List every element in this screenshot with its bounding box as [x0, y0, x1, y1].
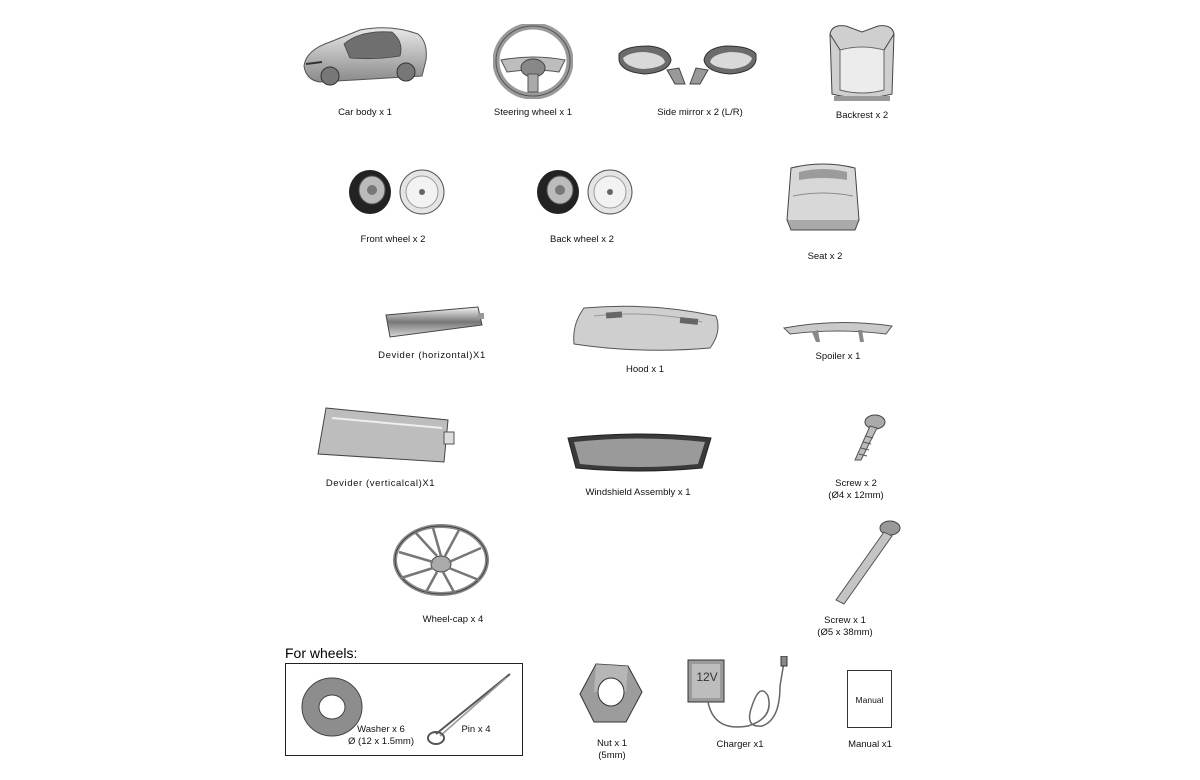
front-wheel-label: Front wheel x 2 — [360, 234, 426, 245]
for-wheels-title: For wheels: — [285, 645, 358, 661]
back-wheel-label: Back wheel x 2 — [550, 234, 614, 245]
divider-horizontal-icon — [382, 303, 488, 341]
front-wheel-icon — [348, 168, 446, 216]
wheel-cap-part — [393, 524, 490, 600]
long-screw-part — [830, 518, 902, 606]
side-mirror-label: Side mirror x 2 (L/R) — [657, 107, 743, 118]
back-wheel-icon — [536, 168, 634, 216]
windshield-part — [562, 430, 717, 474]
spoiler-label: Spoiler x 1 — [815, 351, 861, 362]
backrest-label: Backrest x 2 — [835, 110, 889, 121]
divider-vertical-label: Devider (verticalcal)X1 — [325, 478, 436, 489]
manual-cover-text: Manual — [855, 695, 884, 705]
divider-vertical-icon — [316, 406, 458, 464]
small-screw-qty-label: Screw x 2 — [835, 478, 877, 489]
windshield-icon — [562, 430, 717, 474]
divider-horizontal-label: Devider (horizontal)X1 — [378, 350, 486, 361]
steering-wheel-part — [493, 24, 573, 99]
hood-label: Hood x 1 — [625, 364, 665, 375]
nut-part — [578, 662, 644, 726]
charger-part — [684, 656, 794, 736]
small-screw-icon — [847, 412, 887, 464]
small-screw-size-label: (Ø4 x 12mm) — [828, 490, 884, 501]
back-wheel-part — [536, 168, 634, 216]
steering-wheel-label: Steering wheel x 1 — [493, 107, 573, 118]
wheel-cap-label: Wheel-cap x 4 — [422, 614, 484, 625]
divider-vertical-part — [316, 406, 458, 464]
side-mirror-icon — [615, 44, 760, 92]
steering-wheel-icon — [493, 24, 573, 99]
seat-icon — [783, 160, 863, 235]
car-body-icon — [300, 20, 430, 90]
nut-icon — [578, 662, 644, 726]
long-screw-size-label: (Ø5 x 38mm) — [817, 627, 873, 638]
backrest-icon — [822, 20, 902, 104]
spoiler-icon — [782, 318, 894, 344]
seat-part — [783, 160, 863, 235]
pin-label: Pin x 4 — [461, 724, 491, 735]
for-wheels-box — [285, 663, 523, 756]
long-screw-icon — [830, 518, 902, 606]
charger-icon — [684, 656, 794, 736]
wheel-cap-icon — [393, 524, 490, 600]
nut-qty-label: Nut x 1 — [596, 738, 628, 749]
windshield-label: Windshield Assembly x 1 — [585, 487, 691, 498]
washer-qty-label: Washer x 6 — [357, 724, 405, 735]
washer-size-label: Ø (12 x 1.5mm) — [348, 736, 414, 747]
long-screw-qty-label: Screw x 1 — [824, 615, 866, 626]
front-wheel-part — [348, 168, 446, 216]
small-screw-part — [847, 412, 887, 464]
manual-label: Manual x1 — [848, 739, 892, 750]
hood-icon — [570, 302, 725, 354]
charger-label: Charger x1 — [716, 739, 764, 750]
seat-label: Seat x 2 — [807, 251, 843, 262]
car-body-label: Car body x 1 — [338, 107, 392, 118]
side-mirror-part — [615, 44, 760, 92]
charger-face-label: 12V — [696, 670, 718, 684]
divider-horizontal-part — [382, 303, 488, 341]
spoiler-part — [782, 318, 894, 344]
backrest-part — [822, 20, 902, 104]
nut-size-label: (5mm) — [598, 750, 626, 761]
manual-book — [847, 670, 892, 728]
car-body-part — [300, 20, 430, 90]
hood-part — [570, 302, 725, 354]
